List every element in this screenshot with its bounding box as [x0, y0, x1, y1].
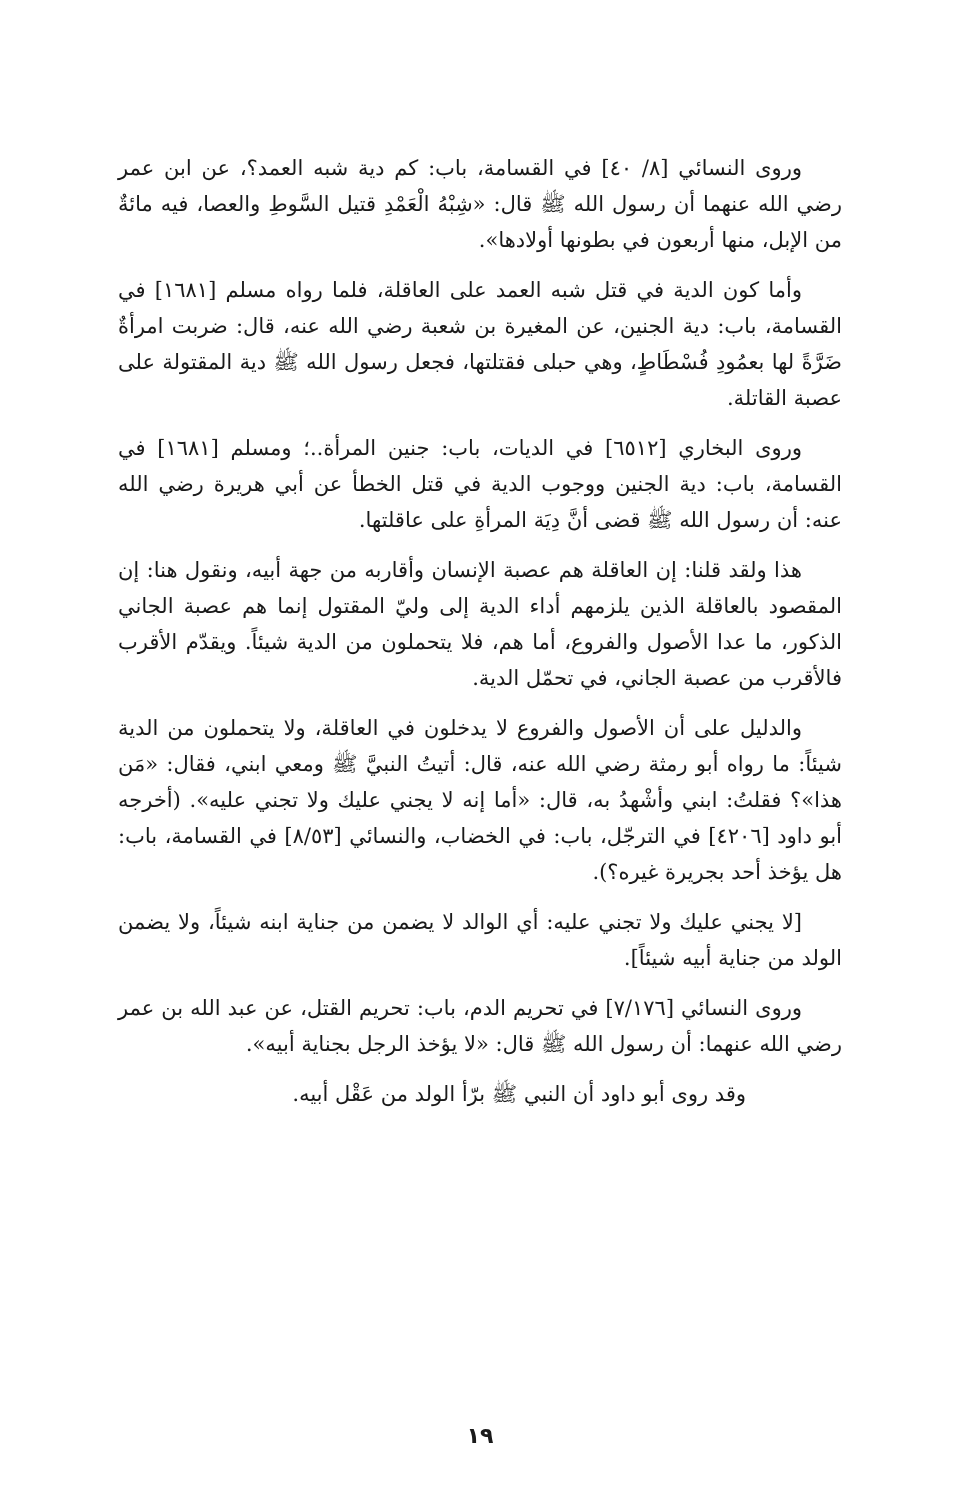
paragraph-5: والدليل على أن الأصول والفروع لا يدخلون في العاقلة، ولا يتحملون من الدية شيئاً: ما رواه أبو رمثة رضي الله عنه، قال: أتيتُ النبيَّ ﷺ ومعي ابني، فقال: «مَن هذا»؟ فقلتُ: ابني وأشْهدُ به، قال: «أما إنه لا يجني عليك ولا تجني عليه». (أخرجه أبو داود [٤٢٠٦] في الترجّل، باب: في الخضاب، والنسائي [٨/٥٣] في القسامة، باب: هل يؤخذ أحد بجريرة غيره؟). — [118, 716, 843, 884]
page-number: ١٩ — [466, 1424, 494, 1449]
paragraph-7: وروى النسائي [٧/١٧٦] في تحريم الدم، باب: تحريم القتل، عن عبد الله بن عمر رضي الله عنهما: أن رسول الله ﷺ قال: «لا يؤخذ الرجل بجناية أبيه». — [118, 996, 842, 1056]
page-body — [118, 150, 843, 1449]
paragraph-4: هذا ولقد قلنا: إن العاقلة هم عصبة الإنسان وأقاربه من جهة أبيه، ونقول هنا: إن المقصود بالعاقلة الذين يلزمهم أداء الدية إلى وليّ المقتول إنما هم عصبة الجاني الذكور، ما عدا الأصول والفروع، أما هم، فلا يتحملون من الدية شيئاً. ويقدّم الأقرب فالأقرب من عصبة الجاني، في تحمّل الدية. — [118, 558, 842, 690]
paragraph-1: وروى النسائي [٨/ ٤٠] في القسامة، باب: كم دية شبه العمد؟، عن ابن عمر رضي الله عنهما أن رسول الله ﷺ قال: «شِبْهُ الْعَمْدِ قتيل السَّوطِ والعصا، فيه مائةٌ من الإبل، منها أربعون في بطونها أولادها». — [118, 156, 842, 252]
paragraph-8: وقد روى أبو داود أن النبي ﷺ برّأ الولد من عَقْل أبيه. — [292, 1082, 746, 1106]
paragraph-6: [لا يجني عليك ولا تجني عليه: أي الوالد لا يضمن من جناية ابنه شيئاً، ولا يضمن الولد من جناية أبيه شيئاً]. — [118, 910, 842, 970]
paragraph-2: وأما كون الدية في قتل شبه العمد على العاقلة، فلما رواه مسلم [١٦٨١] في القسامة، باب: دية الجنين، عن المغيرة بن شعبة رضي الله عنه، قال: ضربت امرأةٌ ضَرَّةً لها بعمُودِ فُسْطَاطٍ، وهي حبلى فقتلتها، فجعل رسول الله ﷺ دية المقتولة على عصبة القاتلة. — [118, 278, 842, 410]
paragraph-3: وروى البخاري [٦٥١٢] في الديات، باب: جنين المرأة..؛ ومسلم [١٦٨١] في القسامة، باب: دية الجنين ووجوب الدية في قتل الخطأ عن أبي هريرة رضي الله عنه: أن رسول الله ﷺ قضى أنَّ دِيَة المرأةِ على عاقلتها. — [118, 436, 842, 532]
